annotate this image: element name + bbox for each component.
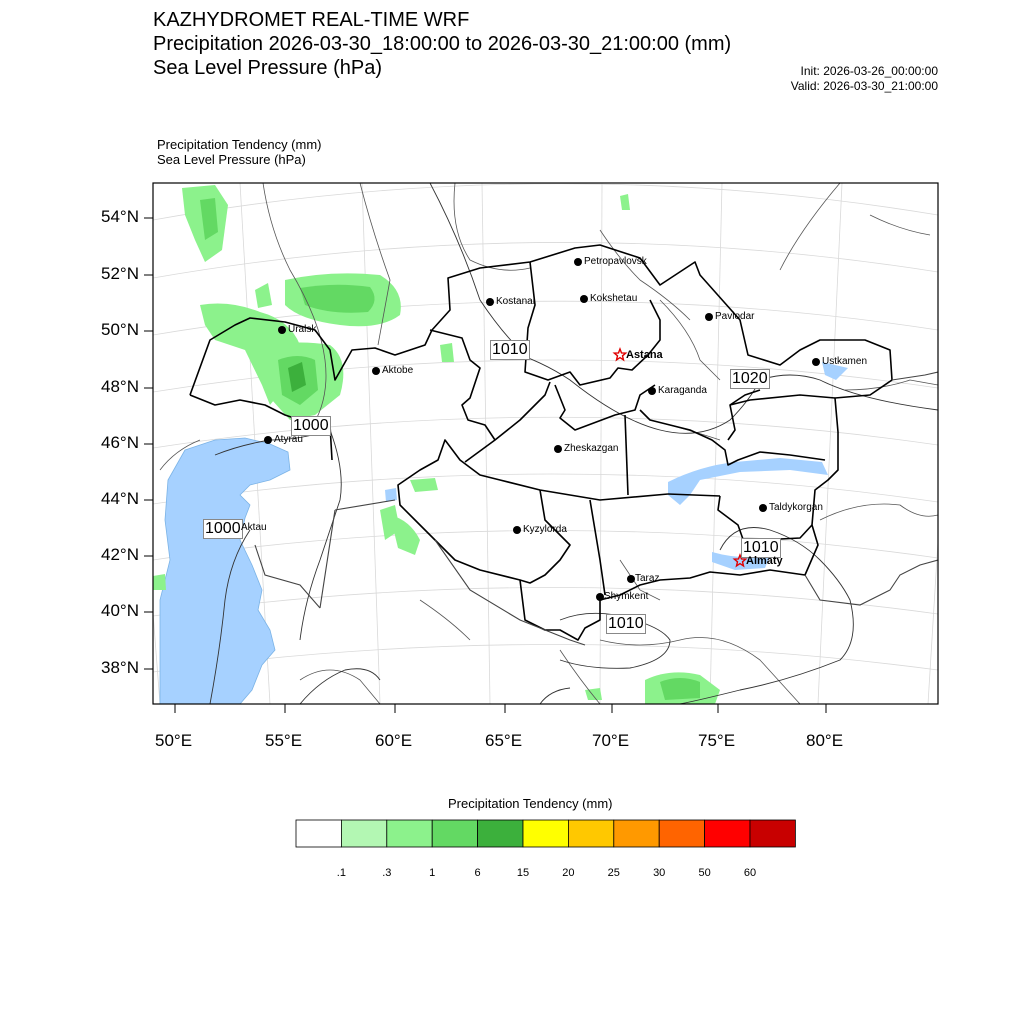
city-label: Taldykorgan <box>769 502 823 513</box>
colorbar-swatch <box>705 820 750 847</box>
lon-label: 65°E <box>485 731 523 750</box>
lon-label: 75°E <box>698 731 736 750</box>
lon-label: 70°E <box>592 731 630 750</box>
city-dot-icon <box>554 445 562 453</box>
map-legend-slp: Sea Level Pressure (hPa) <box>157 152 306 167</box>
city-label: Ustkamen <box>822 356 868 367</box>
colorbar-tick-label: .3 <box>382 867 392 879</box>
lon-label: 55°E <box>265 731 303 750</box>
title-line-3: Sea Level Pressure (hPa) <box>153 57 383 79</box>
city-dot-icon <box>759 504 767 512</box>
colorbar-swatch <box>568 820 613 847</box>
lat-label: 52°N <box>101 264 139 283</box>
isobar-label: 1010 <box>743 539 779 556</box>
title-line-2: Precipitation 2026-03-30_18:00:00 to 2026-03-30_21:00:00 (mm) <box>153 33 732 55</box>
city-label: Petropavlovsk <box>584 256 647 267</box>
lon-label: 60°E <box>375 731 413 750</box>
title-line-1: KAZHYDROMET REAL-TIME WRF <box>153 9 470 31</box>
city-label: Astana <box>626 349 663 361</box>
lat-label: 38°N <box>101 658 139 677</box>
city-label: Shymkent <box>604 591 649 602</box>
colorbar-swatch <box>659 820 704 847</box>
city-label: Karaganda <box>658 385 707 396</box>
colorbar-tick-label: 50 <box>698 867 711 879</box>
city-dot-icon <box>264 436 272 444</box>
city-label: Pavlodar <box>715 311 755 322</box>
city-label: Taraz <box>635 573 660 584</box>
city-dot-icon <box>574 258 582 266</box>
city-label: Kyzylorda <box>523 524 567 535</box>
lon-label: 50°E <box>155 731 193 750</box>
lat-ticks <box>144 218 153 669</box>
city-label: Kokshetau <box>590 293 638 304</box>
lat-label: 42°N <box>101 545 139 564</box>
lat-label: 50°N <box>101 320 139 339</box>
city-dot-icon <box>580 295 588 303</box>
city-label: Uralsk <box>288 324 317 335</box>
colorbar-tick-label: .1 <box>336 867 346 879</box>
city-label: Almaty <box>746 555 783 567</box>
city-label: Kostanai <box>496 296 535 307</box>
city-dot-icon <box>513 526 521 534</box>
colorbar-tick-label: 25 <box>607 867 620 879</box>
lat-label: 54°N <box>101 207 139 226</box>
city-dot-icon <box>648 387 656 395</box>
colorbar-swatch <box>750 820 795 847</box>
colorbar-swatch <box>523 820 568 847</box>
colorbar-swatch <box>341 820 386 847</box>
city-dot-icon <box>372 367 380 375</box>
city-label: Atyrau <box>274 434 303 445</box>
colorbar-swatch <box>296 820 341 847</box>
colorbar-tick-label: 60 <box>743 867 757 879</box>
colorbar-title: Precipitation Tendency (mm) <box>448 796 613 811</box>
colorbar-swatch <box>614 820 659 847</box>
lat-label: 40°N <box>101 601 139 620</box>
isobar-label: 1010 <box>492 341 528 358</box>
colorbar-swatch <box>478 820 523 847</box>
city-dot-icon <box>486 298 494 306</box>
map-legend-precip: Precipitation Tendency (mm) <box>157 137 322 152</box>
isobar-label: 1010 <box>608 615 644 632</box>
colorbar-tick-label: 30 <box>653 867 666 879</box>
colorbar-swatch <box>387 820 432 847</box>
colorbar-swatch <box>432 820 477 847</box>
init-time: Init: 2026-03-26_00:00:00 <box>800 64 938 78</box>
isobar-label: 1000 <box>293 417 329 434</box>
city-dot-icon <box>596 593 604 601</box>
lat-label: 44°N <box>101 489 139 508</box>
lat-label: 46°N <box>101 433 139 452</box>
city-dot-icon <box>812 358 820 366</box>
city-dot-icon <box>627 575 635 583</box>
valid-time: Valid: 2026-03-30_21:00:00 <box>790 79 938 93</box>
city-label: Aktobe <box>382 365 414 376</box>
isobar-label: 1000 <box>205 520 241 537</box>
lon-label: 80°E <box>806 731 844 750</box>
city-label: Aktau <box>241 522 267 533</box>
colorbar-tick-label: 20 <box>562 867 575 879</box>
lon-ticks <box>175 704 826 713</box>
isobar-label: 1020 <box>732 370 768 387</box>
colorbar <box>296 820 795 847</box>
colorbar-tick-label: 6 <box>474 867 481 879</box>
map-content <box>120 183 960 704</box>
lat-label: 48°N <box>101 377 139 396</box>
colorbar-tick-label: 15 <box>516 867 530 879</box>
city-label: Zheskazgan <box>564 443 619 454</box>
colorbar-tick-label: 1 <box>429 867 436 879</box>
city-dot-icon <box>705 313 713 321</box>
city-dot-icon <box>278 326 286 334</box>
